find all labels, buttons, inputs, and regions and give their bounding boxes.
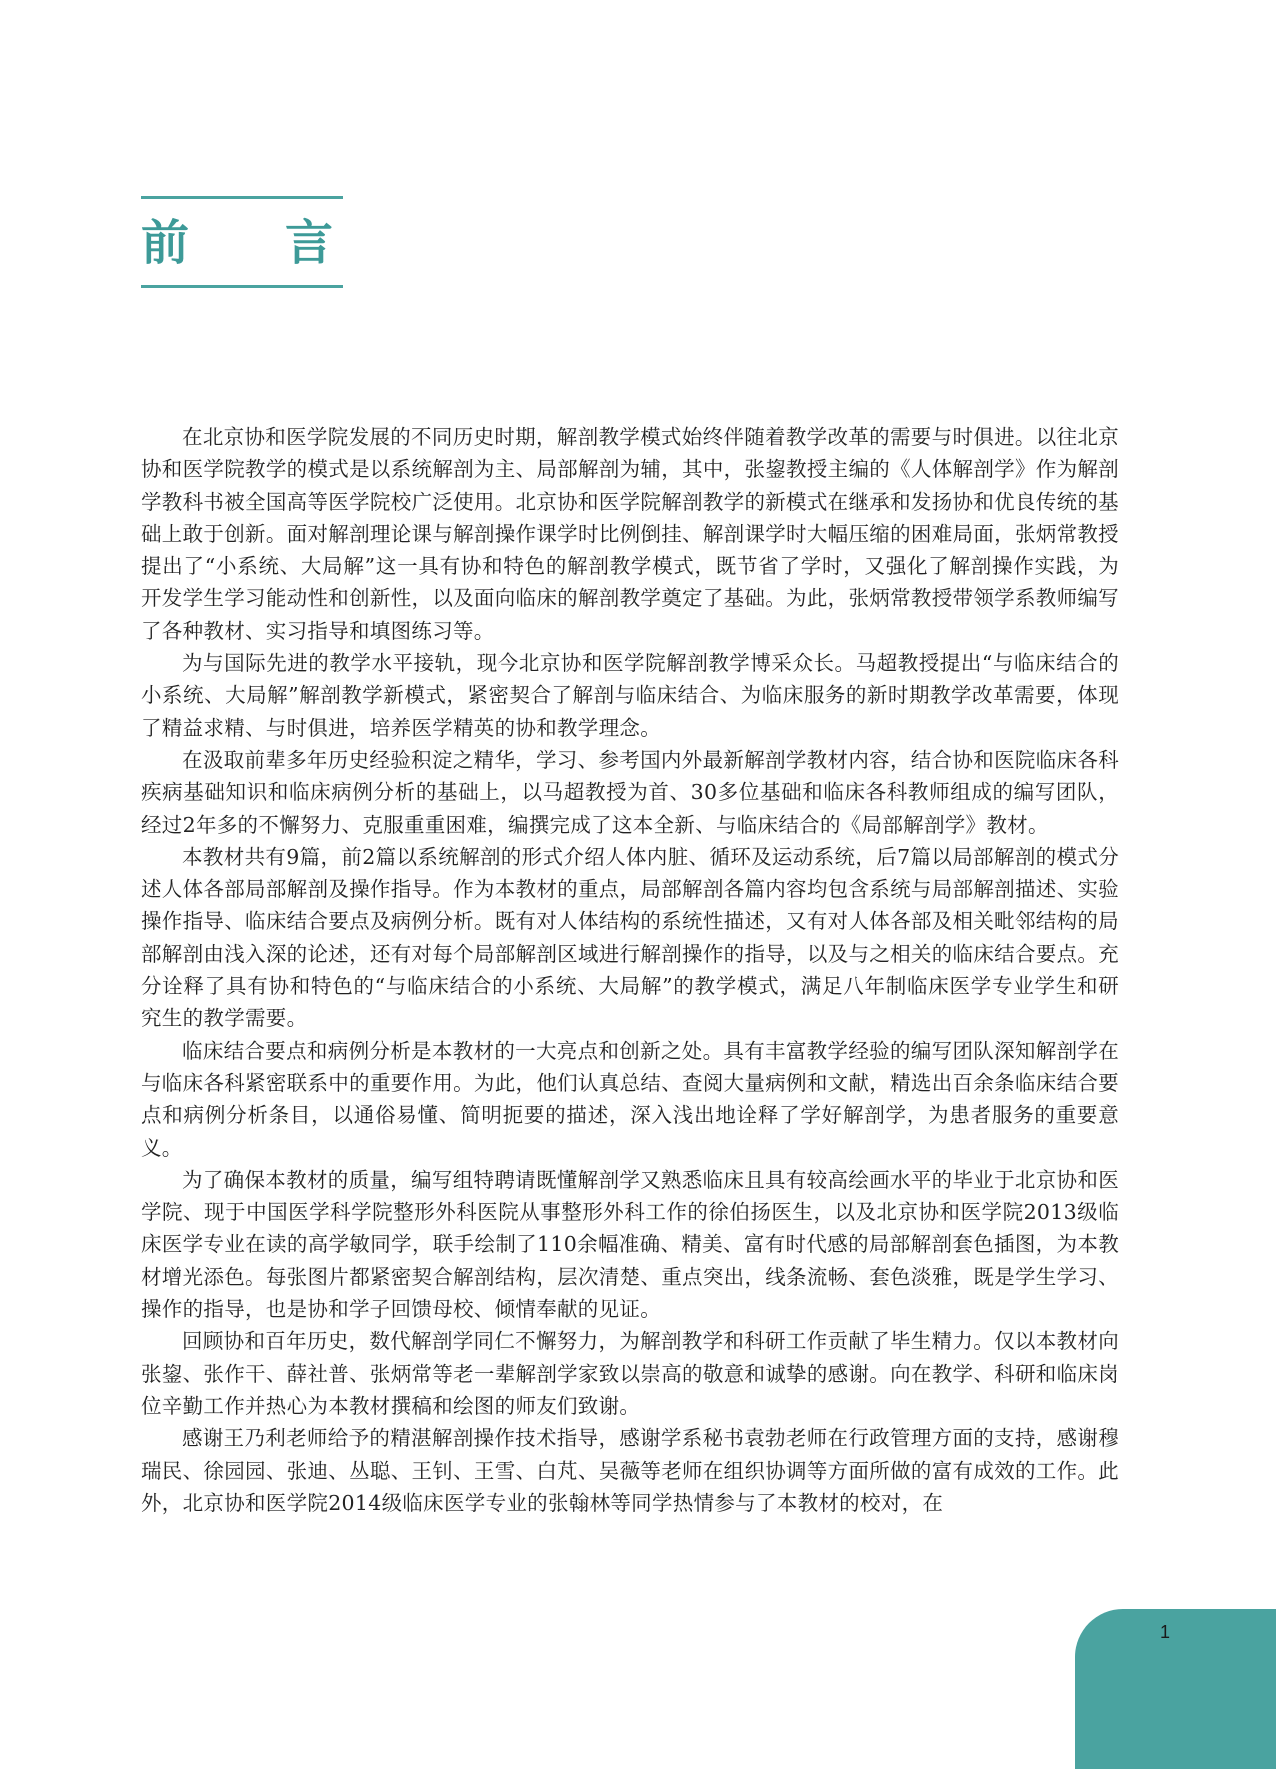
page-title: 前言 [141,215,430,271]
page-corner-tab [1075,1609,1276,1769]
paragraph-4: 本教材共有9篇，前2篇以系统解剖的形式介绍人体内脏、循环及运动系统，后7篇以局部解剖的模式分述人体各部局部解剖及操作指导。作为本教材的重点，局部解剖各篇内容均包含系统与局部解剖描述、实验操作指导、临床结合要点及病例分析。既有对人体结构的系统性描述，又有对人体各部及相关毗邻结构的局部解剖由浅入深的论述，还有对每个局部解剖区域进行解剖操作的指导，以及与之相关的临床结合要点。充分诠释了具有协和特色的“与临床结合的小系统、大局解”的教学模式，满足八年制临床医学专业学生和研究生的教学需要。 [141,844,1119,1031]
paragraph-2: 为与国际先进的教学水平接轨，现今北京协和医学院解剖教学博采众长。马超教授提出“与临床结合的小系统、大局解”解剖教学新模式，紧密契合了解剖与临床结合、为临床服务的新时期教学改革需要，体现了精益求精、与时俱进，培养医学精英的协和教学理念。 [141,651,1119,740]
heading-block [141,196,430,288]
preface-body [141,421,1119,1519]
paragraph-3: 在汲取前辈多年历史经验积淀之精华，学习、参考国内外最新解剖学教材内容，结合协和医院临床各科疾病基础知识和临床病例分析的基础上，以马超教授为首、30多位基础和临床各科教师组成的编写团队，经过2年多的不懈努力、克服重重困难，编撰完成了这本全新、与临床结合的《局部解剖学》教材。 [141,747,1119,837]
paragraph-5: 临床结合要点和病例分析是本教材的一大亮点和创新之处。具有丰富教学经验的编写团队深知解剖学在与临床各科紧密联系中的重要作用。为此，他们认真总结、查阅大量病例和文献，精选出百余条临床结合要点和病例分析条目，以通俗易懂、简明扼要的描述，深入浅出地诠释了学好解剖学，为患者服务的重要意义。 [141,1038,1119,1160]
page-number: 1 [1160,1622,1171,1642]
paragraph-7: 回顾协和百年历史，数代解剖学同仁不懈努力，为解剖教学和科研工作贡献了毕生精力。仅以本教材向张鋆、张作干、薛社普、张炳常等老一辈解剖学家致以崇高的敬意和诚挚的感谢。向在教学、科研和临床岗位辛勤工作并热心为本教材撰稿和绘图的师友们致谢。 [141,1329,1119,1418]
paragraph-8: 感谢王乃利老师给予的精湛解剖操作技术指导，感谢学系秘书袁勃老师在行政管理方面的支持，感谢穆瑞民、徐园园、张迪、丛聪、王钊、王雪、白芃、吴薇等老师在组织协调等方面所做的富有成效的工作。此外，北京协和医学院2014级临床医学专业的张翰林等同学热情参与了本教材的校对，在 [141,1426,1119,1515]
paragraph-1: 在北京协和医学院发展的不同历史时期，解剖教学模式始终伴随着教学改革的需要与时俱进。以往北京协和医学院教学的模式是以系统解剖为主、局部解剖为辅，其中，张鋆教授主编的《人体解剖学》作为解剖学教科书被全国高等医学院校广泛使用。北京协和医学院解剖教学的新模式在继承和发扬协和优良传统的基础上敢于创新。面对解剖理论课与解剖操作课学时比例倒挂、解剖课学时大幅压缩的困难局面，张炳常教授提出了“小系统、大局解”这一具有协和特色的解剖教学模式，既节省了学时，又强化了解剖操作实践，为开发学生学习能动性和创新性，以及面向临床的解剖教学奠定了基础。为此，张炳常教授带领学系教师编写了各种教材、实习指导和填图练习等。 [141,425,1119,643]
paragraph-6: 为了确保本教材的质量，编写组特聘请既懂解剖学又熟悉临床且具有较高绘画水平的毕业于北京协和医学院、现于中国医学科学院整形外科医院从事整形外科工作的徐伯扬医生，以及北京协和医学院2013级临床医学专业在读的高学敏同学，联手绘制了110余幅准确、精美、富有时代感的局部解剖套色插图，为本教材增光添色。每张图片都紧密契合解剖结构，层次清楚、重点突出，线条流畅、套色淡雅，既是学生学习、操作的指导，也是协和学子回馈母校、倾情奉献的见证。 [141,1167,1119,1322]
